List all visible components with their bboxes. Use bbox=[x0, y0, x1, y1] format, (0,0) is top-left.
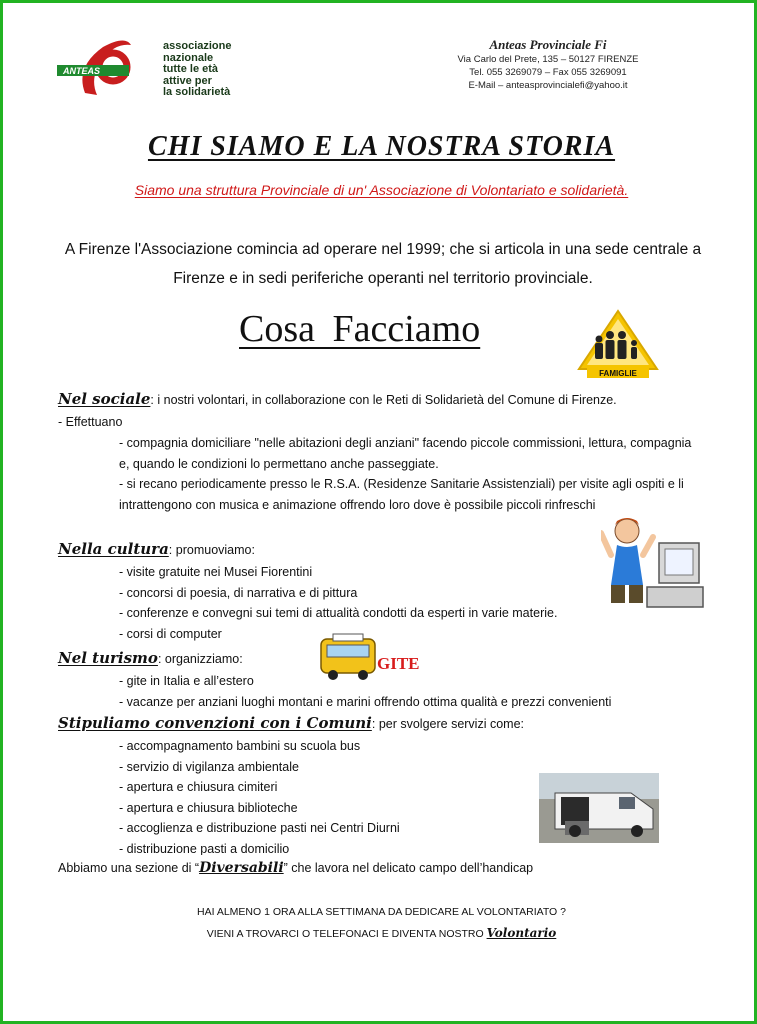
section-comuni: Stipuliamo convenzioni con i Comuni: per svolgere servizi come: bbox=[58, 714, 525, 732]
cosa-facciamo-heading: Cosa Facciamo bbox=[239, 308, 481, 350]
logo-brand-text: ANTEAS bbox=[63, 66, 101, 76]
list-item: - distribuzione pasti a domicilio bbox=[119, 841, 290, 855]
sociale-lead: i nostri volontari, in collaborazione con le Reti di Solidarietà del Comune di Firenze. bbox=[157, 393, 617, 407]
logo-line-2: nazionale bbox=[163, 51, 214, 64]
sociale-list bbox=[119, 433, 699, 527]
cta-question: HAI ALMENO 1 ORA ALLA SETTIMANA DA DEDICARE AL VOLONTARIATO ? bbox=[197, 906, 566, 918]
list-item: - si recano periodicamente presso le R.S.A. (Residenze Sanitarie Assistenziali) per visite agli ospiti e li intrattengono con musica e animazione offrendo loro dove è possibile piccoli rinfreschi bbox=[119, 477, 684, 512]
list-item: - compagnia domiciliare "nelle abitazioni degli anziani" facendo piccole commissioni, lettura, compagnia e, quando le condizioni lo permettano anche passeggiate. bbox=[119, 436, 692, 471]
gite-label: GITE bbox=[377, 654, 419, 673]
comuni-title: Stipuliamo convenzioni con i Comuni bbox=[58, 714, 372, 732]
face-icon bbox=[615, 519, 639, 543]
section-cultura: Nella cultura: promuoviamo: bbox=[58, 540, 255, 558]
page-subtitle: Siamo una struttura Provinciale di un' Associazione di Volontariato e solidarietà. bbox=[134, 182, 629, 198]
logo-tagline bbox=[163, 41, 231, 99]
section-turismo: Nel turismo: organizziamo: bbox=[58, 649, 243, 667]
sociale-title: Nel sociale bbox=[58, 390, 151, 408]
anteas-logo bbox=[55, 37, 143, 99]
list-item: - gite in Italia e all’estero bbox=[119, 674, 254, 688]
list-item: - accompagnamento bambini su scuola bus bbox=[119, 739, 361, 753]
list-item: - corsi di computer bbox=[119, 626, 222, 641]
comuni-lead: per svolgere servizi come: bbox=[378, 717, 525, 731]
turismo-lead: organizziamo: bbox=[164, 652, 243, 666]
desk-icon bbox=[647, 587, 703, 607]
list-item: - concorsi di poesia, di narrativa e di pittura bbox=[119, 585, 358, 600]
cultura-list bbox=[119, 562, 619, 644]
logo-line-3: tutte le età bbox=[163, 63, 219, 75]
comuni-list bbox=[119, 736, 539, 855]
list-item: - vacanze per anziani luoghi montani e marini offrendo ottima qualità e prezzi convenienti bbox=[119, 694, 612, 708]
shirt-icon bbox=[611, 545, 643, 585]
cultura-title: Nella cultura bbox=[58, 540, 169, 558]
volontario-word: Volontario bbox=[486, 926, 557, 940]
turismo-title: Nel turismo bbox=[58, 649, 158, 667]
logo-line-1: associazione bbox=[163, 40, 232, 52]
org-email[interactable]: E-Mail – anteasprovincialefi@yahoo.it bbox=[468, 80, 628, 91]
intro-paragraph: A Firenze l'Associazione comincia ad operare nel 1999; che si articola in una sede centrale a Firenze e in sedi periferiche operanti nel territorio provinciale. bbox=[64, 241, 702, 287]
org-name: Anteas Provinciale Fi bbox=[489, 37, 607, 52]
diversabili-line: Abbiamo una sezione di “Diversabili” che lavora nel delicato campo dell’handicap bbox=[58, 860, 534, 876]
computer-user-clipart bbox=[601, 515, 705, 613]
section-sociale: Nel sociale: i nostri volontari, in collaborazione con le Reti di Solidarietà del Comune di Firenze. - Effettuano bbox=[58, 389, 718, 432]
accessible-van-photo bbox=[539, 773, 659, 843]
org-phone: Tel. 055 3269079 – Fax 055 3269091 bbox=[469, 67, 627, 78]
org-address: Via Carlo del Prete, 135 – 50127 FIRENZE bbox=[457, 54, 639, 65]
list-item: - servizio di vigilanza ambientale bbox=[119, 759, 299, 774]
famiglie-label: FAMIGLIE bbox=[599, 369, 637, 378]
page-title: CHI SIAMO E LA NOSTRA STORIA bbox=[147, 131, 616, 162]
list-item: - apertura e chiusura cimiteri bbox=[119, 780, 278, 794]
list-item: - conferenze e convegni sui temi di attualità condotti da esperti in varie materie. bbox=[119, 606, 558, 620]
contact-header bbox=[433, 37, 663, 92]
list-item: - accoglienza e distribuzione pasti nei Centri Diurni bbox=[119, 821, 400, 835]
famiglie-sign-image bbox=[577, 309, 659, 379]
list-item: - apertura e chiusura biblioteche bbox=[119, 800, 298, 815]
cultura-lead: promuoviamo: bbox=[175, 543, 255, 557]
sociale-effettuano: - Effettuano bbox=[58, 414, 123, 429]
logo-line-5: la solidarietà bbox=[163, 86, 231, 98]
gite-bus-clipart bbox=[319, 633, 419, 683]
logo-line-4: attive per bbox=[163, 74, 212, 87]
cta-invite: VIENI A TROVARCI O TELEFONACI E DIVENTA NOSTRO Volontario bbox=[206, 926, 557, 940]
list-item: - visite gratuite nei Musei Fiorentini bbox=[119, 565, 313, 579]
diversabili-word: Diversabili bbox=[199, 860, 284, 876]
